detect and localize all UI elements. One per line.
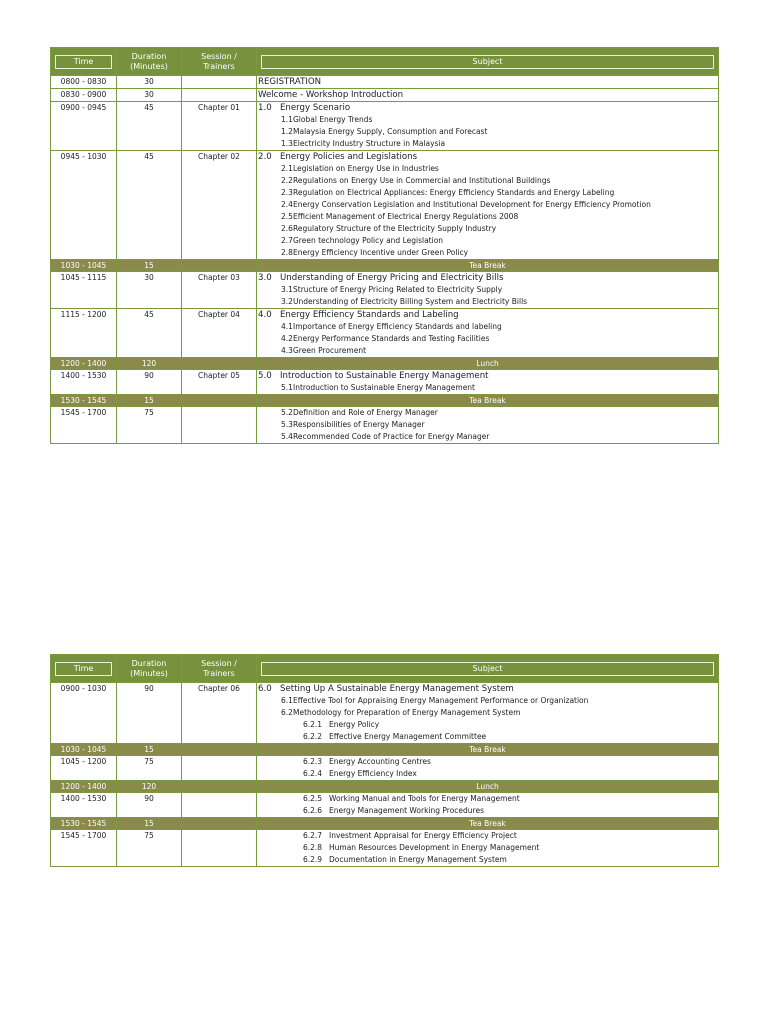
time-cell: 1030 - 1045	[51, 260, 117, 272]
session-cell	[182, 89, 257, 102]
session-cell	[182, 756, 257, 781]
subject-line	[257, 854, 718, 866]
duration-cell: 75	[117, 830, 182, 867]
item-text: Green Procurement	[293, 346, 367, 355]
item-number: 2.7	[281, 236, 293, 245]
session-row	[51, 370, 719, 395]
subject-line	[257, 793, 718, 805]
item-text: Recommended Code of Practice for Energy Manager	[293, 432, 490, 441]
item-number: 2.5	[281, 212, 293, 221]
item-text: Energy Efficiency Standards and Labeling	[280, 310, 459, 320]
session-row	[51, 76, 719, 89]
item-number: 5.2	[281, 408, 293, 417]
session-row	[51, 756, 719, 781]
schedule-table-1	[50, 47, 719, 444]
subject-line	[257, 114, 718, 126]
item-number: 6.2.6	[303, 806, 323, 815]
session-cell	[182, 76, 257, 89]
time-cell: 1115 - 1200	[51, 309, 117, 358]
subject-line	[257, 284, 718, 296]
item-text: Importance of Energy Efficiency Standards and labeling	[293, 322, 502, 331]
break-row	[51, 260, 719, 272]
subject-line	[257, 370, 718, 382]
session-cell: Chapter 03	[182, 272, 257, 309]
session-row	[51, 309, 719, 358]
duration-cell: 45	[117, 309, 182, 358]
item-text: Working Manual and Tools for Energy Management	[329, 794, 520, 803]
subject-line	[257, 333, 718, 345]
item-number: 1.2	[281, 127, 293, 136]
item-text: Global Energy Trends	[293, 115, 373, 124]
item-text: Definition and Role of Energy Manager	[293, 408, 438, 417]
item-text: Energy Scenario	[280, 103, 351, 113]
subject-line	[257, 76, 718, 88]
session-row	[51, 683, 719, 744]
item-number: 6.2.4	[303, 769, 323, 778]
table-header-row	[51, 655, 719, 683]
duration-cell: 45	[117, 151, 182, 260]
item-number: 6.2.3	[303, 757, 323, 766]
duration-cell: 15	[117, 395, 182, 407]
time-cell: 0900 - 0945	[51, 102, 117, 151]
header-subject: Subject	[257, 655, 719, 683]
item-number: 1.1	[281, 115, 293, 124]
item-text: Malaysia Energy Supply, Consumption and Forecast	[293, 127, 488, 136]
subject-line	[257, 235, 718, 247]
subject-line	[257, 151, 718, 163]
session-cell: Chapter 02	[182, 151, 257, 260]
session-row	[51, 272, 719, 309]
schedule-table-2	[50, 654, 719, 867]
item-text: Effective Tool for Appraising Energy Management Performance or Organization	[293, 696, 589, 705]
time-cell: 1200 - 1400	[51, 781, 117, 793]
session-row	[51, 407, 719, 444]
item-number: 4.3	[281, 346, 293, 355]
item-number: 2.1	[281, 164, 293, 173]
item-text: Introduction to Sustainable Energy Management	[280, 371, 489, 381]
subject-line	[257, 419, 718, 431]
item-number: 2.4	[281, 200, 293, 209]
item-text: Introduction to Sustainable Energy Management	[293, 383, 475, 392]
subject-line	[257, 683, 718, 695]
session-row	[51, 793, 719, 818]
item-text: Structure of Energy Pricing Related to Electricity Supply	[293, 285, 503, 294]
session-cell	[182, 818, 257, 830]
item-number: 2.8	[281, 248, 293, 257]
time-cell: 1045 - 1115	[51, 272, 117, 309]
subject-line	[257, 211, 718, 223]
subject-cell	[257, 407, 719, 444]
item-text: Understanding of Electricity Billing System and Electricity Bills	[293, 297, 528, 306]
item-number: 1.3	[281, 139, 293, 148]
item-number: 3.2	[281, 297, 293, 306]
session-row	[51, 151, 719, 260]
time-cell: 1545 - 1700	[51, 830, 117, 867]
item-text: Energy Accounting Centres	[329, 757, 431, 766]
subject-cell	[257, 102, 719, 151]
break-label: Lunch	[257, 781, 719, 793]
header-duration: Duration (Minutes)	[117, 48, 182, 76]
break-row	[51, 818, 719, 830]
duration-cell: 15	[117, 818, 182, 830]
item-number: 4.0	[258, 310, 272, 320]
subject-cell	[257, 683, 719, 744]
time-cell: 0800 - 0830	[51, 76, 117, 89]
session-row	[51, 102, 719, 151]
item-text: Efficient Management of Electrical Energy Regulations 2008	[293, 212, 519, 221]
break-row	[51, 781, 719, 793]
item-text: Regulatory Structure of the Electricity Supply Industry	[293, 224, 497, 233]
subject-cell	[257, 272, 719, 309]
subject-line	[257, 842, 718, 854]
time-cell: 1400 - 1530	[51, 793, 117, 818]
subject-cell	[257, 151, 719, 260]
item-text: Energy Policy	[329, 720, 380, 729]
item-number: 6.2.2	[303, 732, 323, 741]
item-text: Effective Energy Management Committee	[329, 732, 487, 741]
subject-line	[257, 175, 718, 187]
break-row	[51, 395, 719, 407]
item-number: 2.3	[281, 188, 293, 197]
item-number: 2.6	[281, 224, 293, 233]
session-cell	[182, 781, 257, 793]
time-cell: 0945 - 1030	[51, 151, 117, 260]
duration-cell: 30	[117, 76, 182, 89]
time-cell: 0830 - 0900	[51, 89, 117, 102]
duration-cell: 120	[117, 358, 182, 370]
duration-cell: 75	[117, 407, 182, 444]
time-cell: 1545 - 1700	[51, 407, 117, 444]
item-number: 5.0	[258, 371, 272, 381]
duration-cell: 75	[117, 756, 182, 781]
time-cell: 1530 - 1545	[51, 395, 117, 407]
session-cell: Chapter 06	[182, 683, 257, 744]
time-cell: 1400 - 1530	[51, 370, 117, 395]
header-duration: Duration (Minutes)	[117, 655, 182, 683]
item-text: Welcome - Workshop Introduction	[258, 90, 404, 100]
break-row	[51, 358, 719, 370]
subject-line	[257, 756, 718, 768]
subject-cell	[257, 309, 719, 358]
subject-line	[257, 309, 718, 321]
subject-line	[257, 731, 718, 743]
table-header-row	[51, 48, 719, 76]
item-number: 6.2.5	[303, 794, 323, 803]
break-row	[51, 744, 719, 756]
subject-line	[257, 187, 718, 199]
subject-line	[257, 321, 718, 333]
item-text: Human Resources Development in Energy Management	[329, 843, 540, 852]
subject-line	[257, 102, 718, 114]
duration-cell: 120	[117, 781, 182, 793]
session-cell	[182, 260, 257, 272]
subject-line	[257, 830, 718, 842]
break-label: Tea Break	[257, 818, 719, 830]
item-text: Investment Appraisal for Energy Efficiency Project	[329, 831, 517, 840]
subject-line	[257, 719, 718, 731]
header-session: Session / Trainers	[182, 655, 257, 683]
subject-line	[257, 223, 718, 235]
subject-line	[257, 707, 718, 719]
item-number: 6.2	[281, 708, 293, 717]
session-cell	[182, 793, 257, 818]
time-cell: 1200 - 1400	[51, 358, 117, 370]
item-number: 6.2.8	[303, 843, 323, 852]
item-text: Energy Efficiency Incentive under Green Policy	[293, 248, 469, 257]
item-text: Methodology for Preparation of Energy Management System	[293, 708, 521, 717]
subject-cell	[257, 793, 719, 818]
break-label: Tea Break	[257, 260, 719, 272]
item-text: Energy Policies and Legislations	[280, 152, 418, 162]
time-cell: 1045 - 1200	[51, 756, 117, 781]
subject-line	[257, 272, 718, 284]
item-text: Understanding of Energy Pricing and Electricity Bills	[280, 273, 504, 283]
header-session: Session / Trainers	[182, 48, 257, 76]
item-number: 2.0	[258, 152, 272, 162]
item-number: 6.0	[258, 684, 272, 694]
time-cell: 1030 - 1045	[51, 744, 117, 756]
item-number: 5.4	[281, 432, 293, 441]
subject-cell	[257, 830, 719, 867]
item-text: Green technology Policy and Legislation	[293, 236, 444, 245]
subject-line	[257, 695, 718, 707]
subject-line	[257, 768, 718, 780]
session-cell	[182, 744, 257, 756]
item-text: REGISTRATION	[258, 77, 322, 87]
duration-cell: 90	[117, 683, 182, 744]
item-text: Energy Conservation Legislation and Institutional Development for Energy Efficiency Promotion	[293, 200, 651, 209]
session-cell: Chapter 05	[182, 370, 257, 395]
item-text: Energy Performance Standards and Testing Facilities	[293, 334, 490, 343]
session-cell	[182, 830, 257, 867]
item-number: 5.3	[281, 420, 293, 429]
header-subject: Subject	[257, 48, 719, 76]
item-text: Setting Up A Sustainable Energy Management System	[280, 684, 514, 694]
subject-cell	[257, 756, 719, 781]
duration-cell: 45	[117, 102, 182, 151]
item-number: 4.1	[281, 322, 293, 331]
item-text: Electricity Industry Structure in Malaysia	[293, 139, 446, 148]
item-number: 3.0	[258, 273, 272, 283]
subject-cell	[257, 76, 719, 89]
session-cell	[182, 407, 257, 444]
item-text: Regulation on Electrical Appliances: Energy Efficiency Standards and Energy Labeling	[293, 188, 615, 197]
subject-cell	[257, 370, 719, 395]
duration-cell: 15	[117, 744, 182, 756]
header-time: Time	[51, 48, 117, 76]
item-number: 5.1	[281, 383, 293, 392]
duration-cell: 90	[117, 370, 182, 395]
subject-line	[257, 163, 718, 175]
subject-line	[257, 296, 718, 308]
subject-cell	[257, 89, 719, 102]
subject-line	[257, 199, 718, 211]
subject-line	[257, 345, 718, 357]
item-text: Responsibilities of Energy Manager	[293, 420, 425, 429]
subject-line	[257, 431, 718, 443]
session-cell	[182, 395, 257, 407]
session-row	[51, 830, 719, 867]
item-text: Legislation on Energy Use in Industries	[293, 164, 439, 173]
session-cell: Chapter 04	[182, 309, 257, 358]
item-text: Regulations on Energy Use in Commercial and Institutional Buildings	[293, 176, 551, 185]
session-cell: Chapter 01	[182, 102, 257, 151]
subject-line	[257, 138, 718, 150]
subject-line	[257, 247, 718, 259]
item-number: 6.2.7	[303, 831, 323, 840]
item-number: 2.2	[281, 176, 293, 185]
subject-line	[257, 382, 718, 394]
subject-line	[257, 407, 718, 419]
duration-cell: 15	[117, 260, 182, 272]
break-label: Lunch	[257, 358, 719, 370]
item-number: 6.2.9	[303, 855, 323, 864]
session-cell	[182, 358, 257, 370]
subject-line	[257, 89, 718, 101]
item-text: Energy Management Working Procedures	[329, 806, 484, 815]
item-number: 1.0	[258, 103, 272, 113]
session-row	[51, 89, 719, 102]
header-time: Time	[51, 655, 117, 683]
item-text: Documentation in Energy Management System	[329, 855, 507, 864]
duration-cell: 90	[117, 793, 182, 818]
item-number: 6.1	[281, 696, 293, 705]
break-label: Tea Break	[257, 395, 719, 407]
item-number: 3.1	[281, 285, 293, 294]
subject-line	[257, 126, 718, 138]
time-cell: 0900 - 1030	[51, 683, 117, 744]
subject-line	[257, 805, 718, 817]
duration-cell: 30	[117, 89, 182, 102]
time-cell: 1530 - 1545	[51, 818, 117, 830]
duration-cell: 30	[117, 272, 182, 309]
item-text: Energy Efficiency Index	[329, 769, 417, 778]
break-label: Tea Break	[257, 744, 719, 756]
item-number: 6.2.1	[303, 720, 323, 729]
item-number: 4.2	[281, 334, 293, 343]
